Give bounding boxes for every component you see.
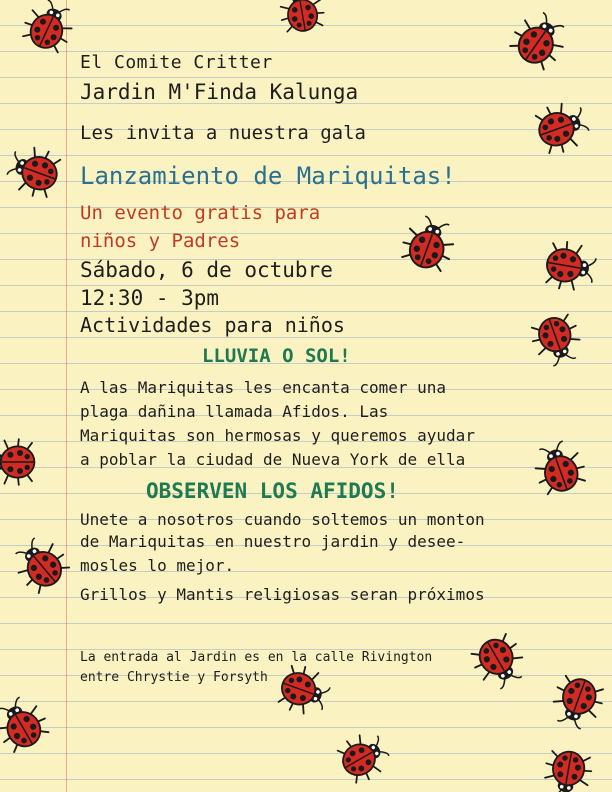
ladybug-icon [322,718,401,792]
ladybug-icon [0,432,44,492]
ladybug-icon [387,205,469,287]
ladybug-icon [8,0,88,68]
event-title: Lanzamiento de Mariquitas! [80,162,456,190]
footer-line-1: La entrada al Jardin es en la calle Rivington [80,650,433,665]
free-event-line-1: Un evento gratis para [80,202,321,224]
free-event-line-2: niños y Padres [80,230,241,252]
ladybug-icon [0,132,76,211]
rain-or-shine: LLUVIA O SOL! [202,345,351,367]
body-para1-line: plaga dañina llamada Afidos. Las [80,402,389,421]
body-para1-line: A las Mariquitas les encanta comer una [80,378,447,397]
footer-line-2: entre Chrystie y Forsyth [80,670,268,685]
body-para2-line: Grillos y Mantis religiosas seran próximos [80,585,485,604]
ladybug-icon [532,230,604,302]
body-para2-line: mosles lo mejor. [80,556,235,575]
invite-intro: Les invita a nuestra gala [80,122,366,144]
body-para2-line: de Mariquitas en nuestro jardin y desee- [80,532,466,551]
observe-heading: OBSERVEN LOS AFIDOS! [146,479,399,503]
ladybug-icon [520,430,599,509]
body-para1-line: a poblar la ciudad de Nueva York de ella [80,450,466,469]
ladybug-icon [493,0,582,87]
ladybug-icon [270,0,335,44]
ladybug-icon [0,522,86,609]
ladybug-icon [518,300,595,377]
ladybug-icon [456,618,541,703]
activities-line: Actividades para niños [80,313,345,337]
event-time: 12:30 - 3pm [80,286,220,310]
ladybug-icon [0,684,64,769]
ladybug-icon [533,737,603,792]
body-para1-line: Mariquitas son hermosas y queremos ayudar [80,426,475,445]
event-date: Sábado, 6 de octubre [80,258,333,282]
org-line: El Comite Critter [80,52,273,73]
body-para2-line: Unete a nosotros cuando soltemos un monton [80,510,485,529]
garden-name: Jardin M'Finda Kalunga [80,80,359,104]
ladybug-icon [520,88,599,167]
ladybug-icon [538,660,612,739]
